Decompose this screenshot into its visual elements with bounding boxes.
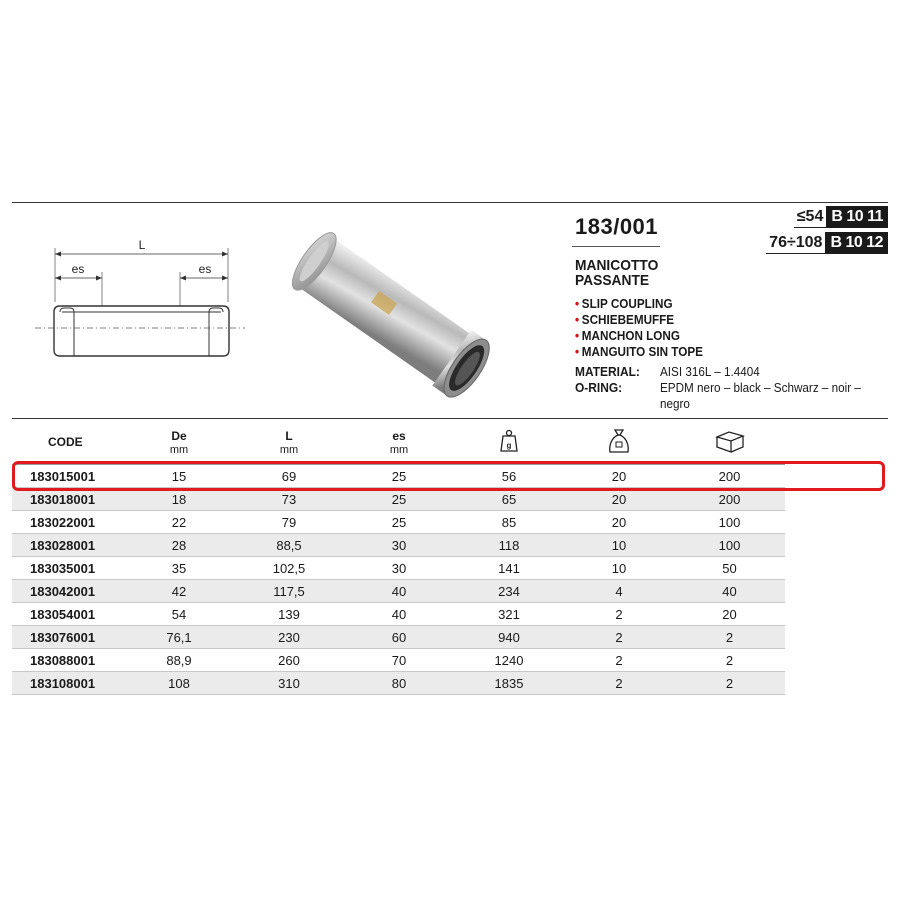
cell-l: 88,5 — [234, 534, 344, 557]
cell-box: 200 — [674, 488, 785, 511]
weight-icon — [500, 429, 518, 453]
cell-bag: 4 — [564, 580, 674, 603]
cell-bag: 20 — [564, 465, 674, 488]
translations-list — [575, 296, 703, 360]
oring-value: EPDM nero – black – Schwarz – noir – negro — [660, 380, 861, 411]
cell-weight: 940 — [454, 626, 564, 649]
translation-item: • MANCHON LONG — [575, 328, 680, 343]
table-row[interactable] — [12, 511, 785, 534]
cell-box: 100 — [674, 534, 785, 557]
cell-weight: 65 — [454, 488, 564, 511]
cell-code: 183018001 — [12, 488, 124, 511]
size-range-label: ≤54 — [794, 206, 827, 228]
product-code-title: 183/001 — [575, 214, 659, 239]
box-icon — [715, 429, 745, 453]
cell-es: 30 — [344, 557, 454, 580]
size-range-label: 76÷108 — [766, 232, 825, 254]
material-value: AISI 316L – 1.4404 — [660, 364, 760, 379]
size-code-badge: B 10 11 — [826, 206, 888, 228]
cell-l: 260 — [234, 649, 344, 672]
cell-code: 183054001 — [12, 603, 124, 626]
bag-icon — [608, 428, 630, 454]
translation-item: • SLIP COUPLING — [575, 296, 673, 311]
cell-es: 60 — [344, 626, 454, 649]
cell-es: 70 — [344, 649, 454, 672]
cell-l: 139 — [234, 603, 344, 626]
cell-bag: 10 — [564, 534, 674, 557]
cell-weight: 85 — [454, 511, 564, 534]
cell-code: 183022001 — [12, 511, 124, 534]
translation-item: • MANGUITO SIN TOPE — [575, 344, 703, 359]
oring-label: O-RING: — [575, 380, 623, 395]
cell-code: 183042001 — [12, 580, 124, 603]
size-code-badge: B 10 12 — [825, 232, 888, 254]
cell-code: 183108001 — [12, 672, 124, 695]
cell-es: 25 — [344, 465, 454, 488]
material-label: MATERIAL: — [575, 364, 640, 379]
cell-de: 88,9 — [124, 649, 234, 672]
cell-l: 117,5 — [234, 580, 344, 603]
cell-code: 183015001 — [12, 465, 124, 488]
cell-weight: 321 — [454, 603, 564, 626]
cell-es: 40 — [344, 580, 454, 603]
cell-box: 20 — [674, 603, 785, 626]
cell-l: 73 — [234, 488, 344, 511]
cell-de: 15 — [124, 465, 234, 488]
cell-de: 42 — [124, 580, 234, 603]
cell-es: 30 — [344, 534, 454, 557]
cell-box: 200 — [674, 465, 785, 488]
cell-es: 25 — [344, 488, 454, 511]
cell-weight: 234 — [454, 580, 564, 603]
cell-weight: 118 — [454, 534, 564, 557]
table-row[interactable] — [12, 557, 785, 580]
cell-de: 35 — [124, 557, 234, 580]
cell-box: 100 — [674, 511, 785, 534]
cell-es: 25 — [344, 511, 454, 534]
cell-box: 40 — [674, 580, 785, 603]
cell-weight: 141 — [454, 557, 564, 580]
cell-de: 54 — [124, 603, 234, 626]
cell-box: 2 — [674, 672, 785, 695]
cell-box: 2 — [674, 649, 785, 672]
cell-weight: 56 — [454, 465, 564, 488]
cell-box: 50 — [674, 557, 785, 580]
cell-de: 22 — [124, 511, 234, 534]
header-l: L mm — [234, 420, 344, 465]
cell-bag: 10 — [564, 557, 674, 580]
cell-es: 40 — [344, 603, 454, 626]
size-badge — [766, 232, 888, 254]
header-weight — [454, 420, 564, 465]
cell-bag: 2 — [564, 603, 674, 626]
cell-weight: 1240 — [454, 649, 564, 672]
translation-item: • SCHIEBEMUFFE — [575, 312, 675, 327]
table-row[interactable] — [12, 672, 785, 695]
cell-l: 79 — [234, 511, 344, 534]
cell-bag: 20 — [564, 488, 674, 511]
size-badge — [794, 206, 888, 228]
dimension-es-right-label: es — [198, 262, 212, 276]
cell-bag: 2 — [564, 672, 674, 695]
cell-code: 183076001 — [12, 626, 124, 649]
cell-box: 2 — [674, 626, 785, 649]
cell-weight: 1835 — [454, 672, 564, 695]
cell-l: 102,5 — [234, 557, 344, 580]
header-de: De mm — [124, 420, 234, 465]
cell-de: 18 — [124, 488, 234, 511]
cell-de: 28 — [124, 534, 234, 557]
table-row[interactable] — [12, 534, 785, 557]
cell-de: 76,1 — [124, 626, 234, 649]
dimension-es-left-label: es — [71, 262, 85, 276]
product-name-line2: PASSANTE — [575, 272, 650, 289]
header-bag — [564, 420, 674, 465]
product-name-line1: MANICOTTO — [575, 257, 659, 274]
table-row[interactable] — [12, 603, 785, 626]
table-row[interactable] — [12, 580, 785, 603]
cell-code: 183035001 — [12, 557, 124, 580]
table-header-row — [12, 420, 785, 465]
cell-code: 183028001 — [12, 534, 124, 557]
row-highlight-outline — [12, 461, 885, 491]
cell-bag: 2 — [564, 649, 674, 672]
cell-bag: 2 — [564, 626, 674, 649]
top-divider — [12, 202, 888, 203]
header-box — [674, 420, 785, 465]
header-es: es mm — [344, 420, 454, 465]
product-name — [575, 258, 658, 288]
svg-text:g: g — [506, 440, 512, 450]
cell-l: 310 — [234, 672, 344, 695]
cell-es: 80 — [344, 672, 454, 695]
product-photo — [268, 228, 508, 398]
technical-drawing — [30, 232, 250, 362]
cell-code: 183088001 — [12, 649, 124, 672]
cell-bag: 20 — [564, 511, 674, 534]
title-underline — [572, 246, 660, 247]
table-top-divider — [12, 418, 888, 419]
table-row[interactable] — [12, 626, 785, 649]
cell-l: 69 — [234, 465, 344, 488]
cell-l: 230 — [234, 626, 344, 649]
header-code: CODE — [12, 420, 124, 465]
table-row[interactable] — [12, 649, 785, 672]
cell-de: 108 — [124, 672, 234, 695]
dimension-L-label: L — [138, 238, 146, 252]
